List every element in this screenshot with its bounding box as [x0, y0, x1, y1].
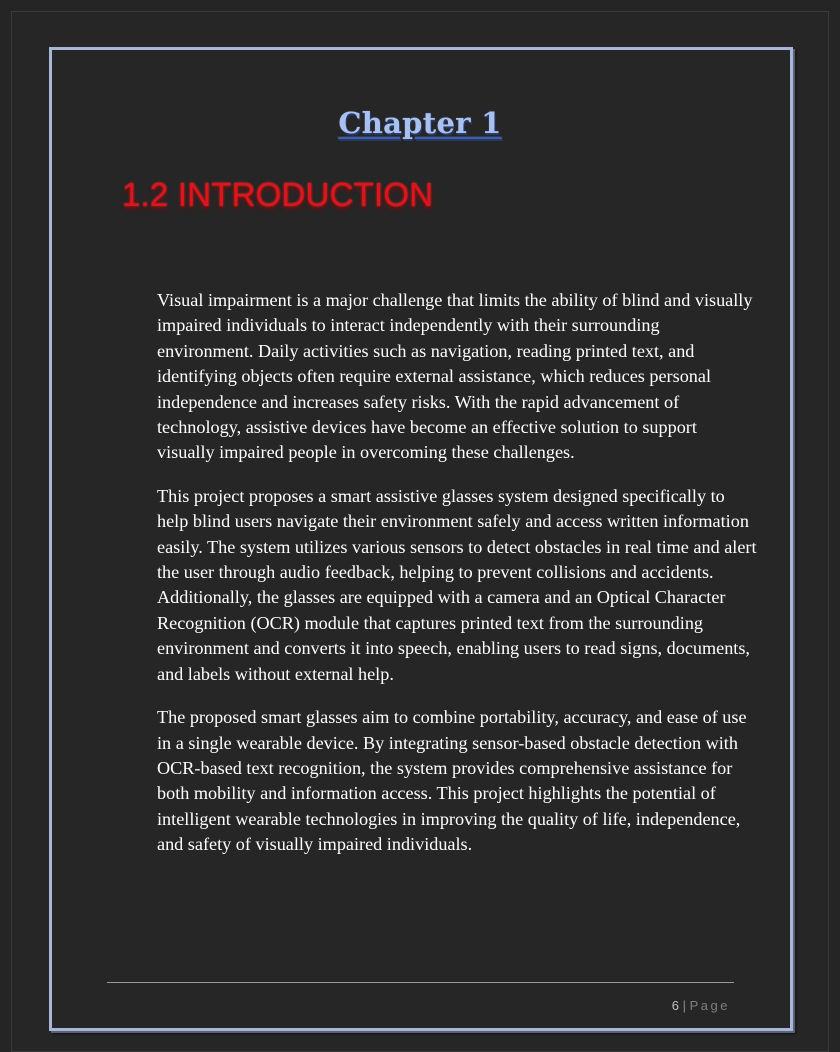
- body-text: [157, 288, 759, 876]
- footer-divider: [107, 982, 734, 983]
- footer-separator: |: [682, 998, 686, 1013]
- chapter-title: Chapter 1: [338, 106, 502, 140]
- page-footer: [672, 998, 730, 1013]
- paragraph-1: Visual impairment is a major challenge that limits the ability of blind and visually impaired individuals to interact independently with their surrounding environment. Daily activities such as navigation, reading printed text, and identifying objects often require external assistance, which reduces personal independence and increases safety risks. With the rapid advancement of technology, assistive devices have become an effective solution to support visually impaired people in overcoming these challenges.: [157, 290, 753, 463]
- section-heading: 1.2 INTRODUCTION: [122, 176, 434, 213]
- paragraph-3: The proposed smart glasses aim to combine portability, accuracy, and ease of use in a single wearable device. By integrating sensor-based obstacle detection with OCR-based text recognition, the system provides comprehensive assistance for both mobility and information access. This project highlights the potential of intelligent wearable technologies in improving the quality of life, independence, and safety of visually impaired individuals.: [157, 707, 747, 855]
- paragraph-2: This project proposes a smart assistive glasses system designed specifically to help blind users navigate their environment safely and access written information easily. The system utilizes various sensors to detect obstacles in real time and alert the user through audio feedback, helping to prevent collisions and accidents. Additionally, the glasses are equipped with a camera and an Optical Character Recognition (OCR) module that captures printed text from the surrounding environment and converts it into speech, enabling users to read signs, documents, and labels without external help.: [157, 485, 757, 684]
- page-number: 6: [671, 998, 679, 1013]
- page-label: Page: [689, 998, 730, 1013]
